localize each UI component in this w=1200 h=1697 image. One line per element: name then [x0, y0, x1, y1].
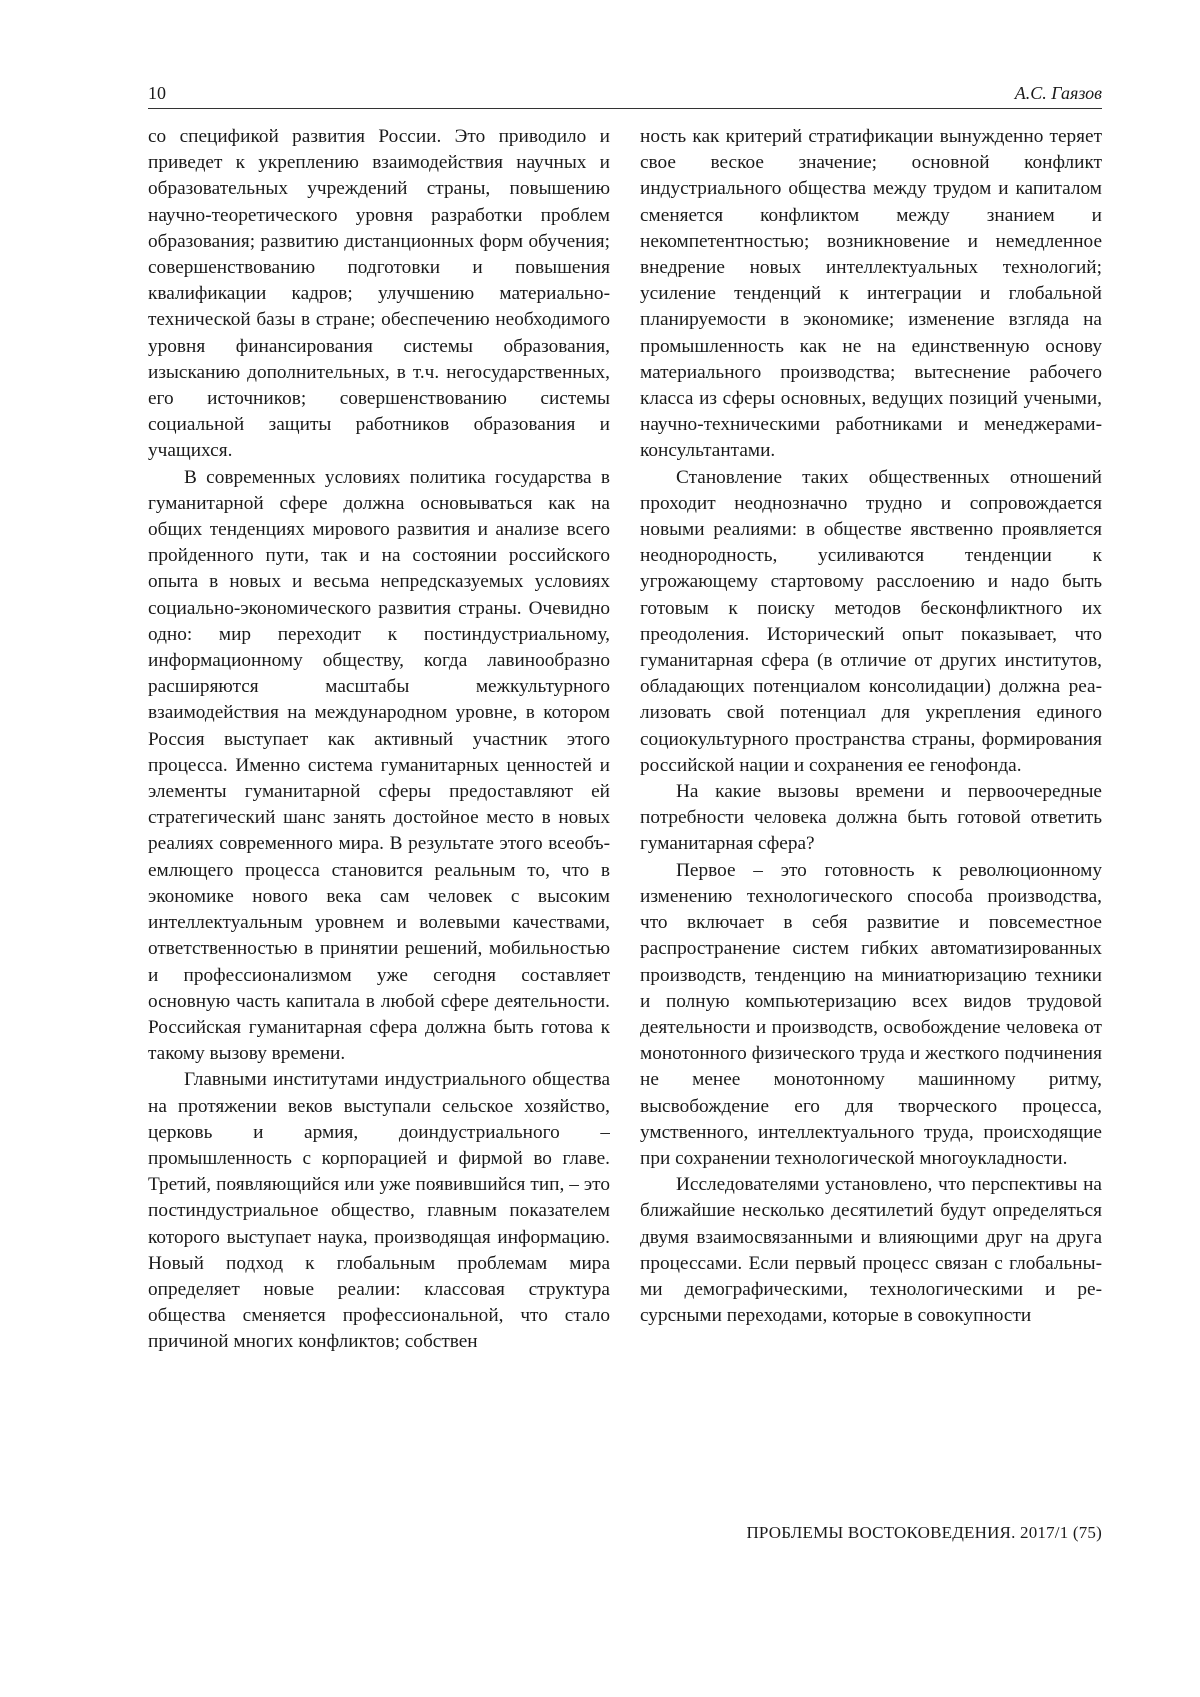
paragraph: Исследователями установлено, что перспективы на ближайшие несколько десятилетий будут определяться двумя взаимосвязанными и влияющими друг на друга процессами. Если первый процесс связан с глобальными демографическими, технологическими и ресурсными переходами, которые в совокупности [640, 1174, 1102, 1327]
paragraph: Главными институтами индустриального общества на протяжении веков выступали сельское хозяйство, церковь и армия, доиндустриального – промышленность с корпорацией и фирмой во главе. Третий, появляющийся или уже появившийся тип, – это постиндустриальное общество, главным показателем которого выступает наука, производящая информацию. Новый подход к глобальным проблемам мира определяет новые реалии: классовая структура общества сменяется профессиональной, что стало причиной многих конфликтов; собствен [148, 1069, 610, 1353]
paragraph: ность как критерий стратификации вынужденно теряет свое веское значение; основной конфликт индустриального общества между трудом и капиталом сменяется конфликтом между знанием и некомпетентностью; возникновение и немедленное внедрение новых интеллектуальных технологий; усиление тенденций к интеграции и глобальной планируемости в экономике; изменение взгляда на промышленность как не на единственную основу материального производства; вытеснение рабочего класса из сферы основных, ведущих позиций учеными, научно-техническими работниками и менеджерами-консультантами. [640, 126, 1102, 462]
right-column [640, 124, 1102, 1494]
left-column [148, 124, 610, 1494]
paragraph: со спецификой развития России. Это приводило и приведет к укреплению взаимодействия научных и образовательных учреждений страны, повышению научно-теоретического уровня разработки проблем образования; развитию дистанционных форм обучения; совершенствованию подготовки и повышения квалификации кадров; улучшению материально-технической базы в стране; обеспечению необходимого уровня финансирования системы образования, изысканию дополнительных, в т.ч. негосударственных, его источников; совершенствованию системы социальной защиты работников образования и учащихся. [148, 126, 610, 462]
paragraph: Первое – это готовность к революционному изменению технологического способа производства, что включает в себя развитие и повсеместное распространение систем гибких автоматизированных производств, тенденцию на миниатюризацию техники и полную компьютеризацию всех видов трудовой деятельности и производств, освобождение человека от монотонного физического труда и жесткого подчинения не менее монотонному машинному ритму, высвобождение его для творческого процесса, умственного, интеллектуального труда, происходящие при сохранении технологической многоукладности. [640, 859, 1102, 1169]
paragraph: В современных условиях политика государства в гуманитарной сфере должна основываться как на общих тенденциях мирового развития и анализе всего пройденного пути, так и на состоянии российского опыта в новых и весьма непредсказуемых условиях социально-экономического развития страны. Очевидно одно: мир переходит к постиндустриальному, информационному обществу, когда лавинообразно расширяются масштабы межкультурного взаимодействия на международном уровне, в котором Россия выступает как активный участник этого процесса. Именно система гуманитарных ценностей и элементы гуманитарной сферы предоставляют ей стратегический шанс занять достойное место в новых реалиях современного мира. В результате этого всеобъемлющего процесса становится реальным то, что в экономике нового века сам человек с высоким интеллектуальным уровнем и волевыми качествами, ответственностью в принятии решений, мобильностью и профессионализмом уже сегодня составляет основную часть капитала в любой сфере деятельности. Российская гуманитарная сфера должна быть готова к такому вызову времени. [148, 466, 610, 1065]
journal-footer: ПРОБЛЕМЫ ВОСТОКОВЕДЕНИЯ. 2017/1 (75) [746, 1523, 1102, 1542]
paragraph: На какие вызовы времени и первоочередные потребности человека должна быть готовой ответить гуманитарная сфера? [640, 781, 1102, 855]
page-number: 10 [148, 83, 166, 103]
paragraph: Становление таких общественных отношений проходит неоднозначно трудно и сопровождается новыми реалиями: в обществе явственно проявляется неоднородность, усиливаются тенденции к угрожающему стартовому расслоению и надо быть готовым к поиску методов бесконфликтного их преодоления. Исторический опыт показывает, что гуманитарная сфера (в отличие от других институтов, обладающих потенциалом консолидации) должна реализовать свой потенциал для укрепления единого социокультурного пространства страны, формирования российской нации и сохранения ее генофонда. [640, 466, 1102, 776]
running-header [148, 82, 1102, 109]
running-author: А.С. Гаязов [1014, 83, 1102, 103]
